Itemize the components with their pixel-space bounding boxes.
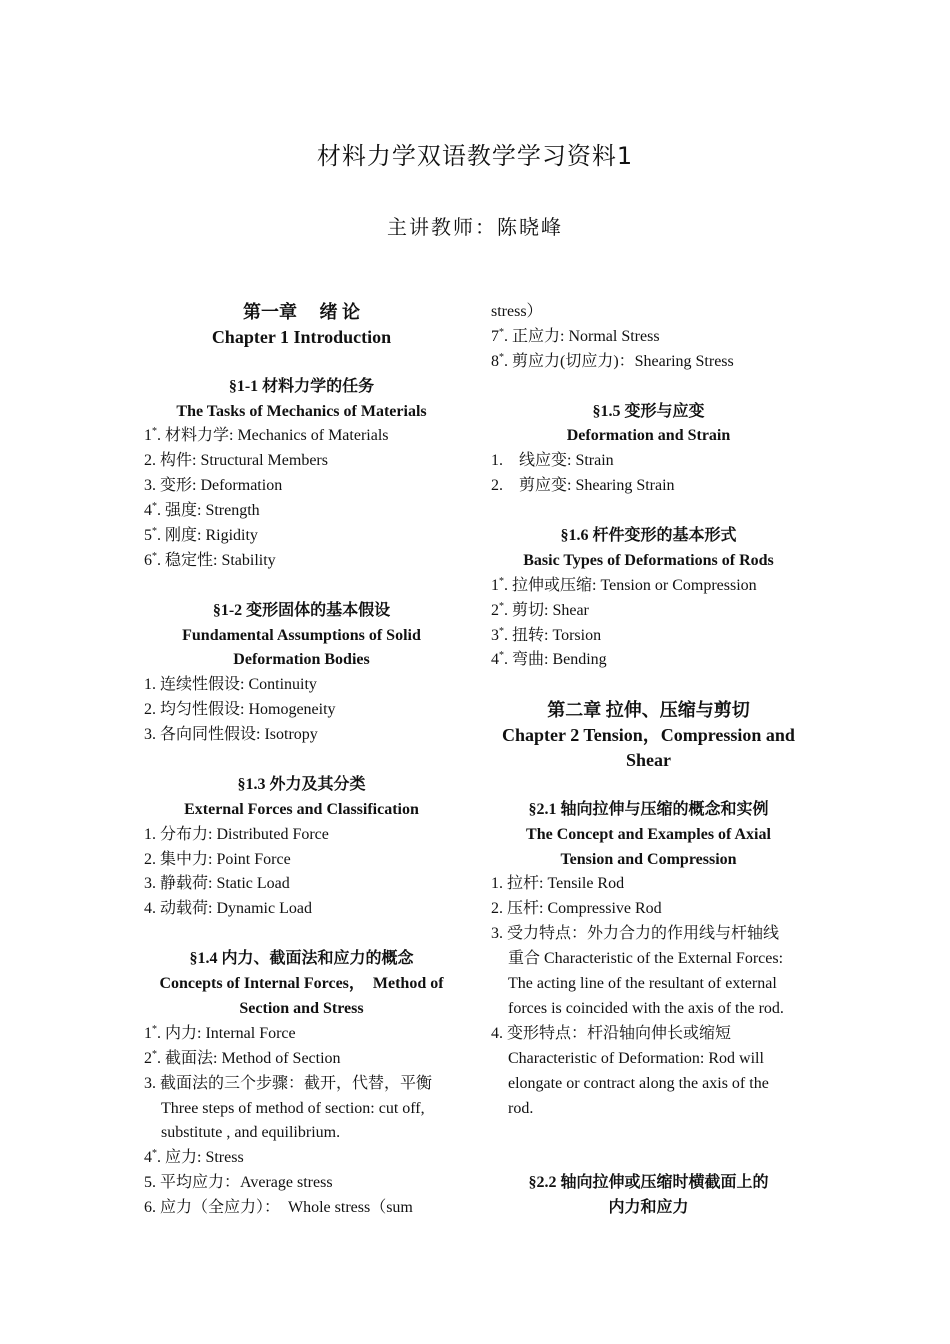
list-item-continuation: rod.: [508, 1099, 534, 1117]
list-item: 6. 应力（全应力）： Whole stress（sum: [144, 1199, 413, 1217]
list-item: 2. 构件: Structural Members: [144, 452, 328, 470]
section-1-6-title-cn: §1.6 杆件变形的基本形式: [560, 527, 737, 545]
right-column: [491, 300, 806, 1221]
list-item: 8*. 剪应力(切应力)：Shearing Stress: [491, 351, 734, 370]
section-1-4-title-en-1: Concepts of Internal Forces， Method of: [159, 975, 444, 993]
section-1-6-title-en: Basic Types of Deformations of Rods: [523, 551, 774, 569]
section-1-4-title-en-2: Section and Stress: [239, 999, 364, 1017]
list-item: 1*. 内力: Internal Force: [144, 1023, 296, 1042]
list-item: 3. 变形: Deformation: [144, 477, 283, 495]
list-item: 1. 分布力: Distributed Force: [144, 825, 329, 843]
list-item: 7*. 正应力: Normal Stress: [491, 326, 660, 345]
section-2-1-title-cn: §2.1 轴向拉伸与压缩的概念和实例: [528, 800, 769, 818]
list-item-continuation: 重合 Characteristic of the External Forces:: [508, 950, 784, 968]
list-item-continuation: stress）: [491, 303, 543, 320]
section-2-1-title-en-2: Tension and Compression: [560, 850, 737, 868]
list-item-continuation: forces is coincided with the axis of the rod.: [508, 999, 784, 1017]
list-item: 3*. 扭转: Torsion: [491, 625, 602, 644]
chapter2-title-en-1: Chapter 2 Tension，Compression and: [502, 725, 795, 746]
list-item: 2. 均匀性假设: Homogeneity: [144, 701, 336, 719]
list-item: 1*. 材料力学: Mechanics of Materials: [144, 426, 389, 445]
list-item: 3. 静载荷: Static Load: [144, 875, 290, 893]
list-item: 2*. 剪切: Shear: [491, 600, 589, 619]
list-item: 2*. 截面法: Method of Section: [144, 1048, 341, 1067]
list-item: 4*. 弯曲: Bending: [491, 650, 607, 669]
document-title: 材料力学双语教学学习资料1: [316, 142, 634, 170]
list-item: 3. 受力特点：外力合力的作用线与杆轴线: [491, 925, 780, 943]
section-1-5-title-en: Deformation and Strain: [566, 427, 731, 445]
list-item: 5*. 刚度: Rigidity: [144, 526, 258, 545]
list-item-continuation: The acting line of the resultant of external: [508, 975, 777, 993]
list-item: 6*. 稳定性: Stability: [144, 550, 276, 569]
chapter1-title-en: Chapter 1 Introduction: [211, 326, 392, 347]
list-item: 1. 线应变: Strain: [491, 452, 614, 470]
list-item: 1*. 拉伸或压缩: Tension or Compression: [491, 575, 757, 594]
list-item: 4. 变形特点：杆沿轴向伸长或缩短: [491, 1024, 732, 1042]
chapter2-title-en-2: Shear: [626, 750, 671, 771]
list-item-continuation: Three steps of method of section: cut off,: [161, 1099, 425, 1117]
left-column: [144, 300, 459, 1221]
list-item: 3. 各向同性假设: Isotropy: [144, 726, 318, 744]
section-1-4-title-cn: §1.4 内力、截面法和应力的概念: [189, 950, 414, 968]
section-2-1-title-en-1: The Concept and Examples of Axial: [526, 825, 771, 843]
list-item: 1. 连续性假设: Continuity: [144, 676, 317, 694]
list-item: 3. 截面法的三个步骤：截开，代替，平衡: [144, 1074, 433, 1092]
list-item: 2. 剪应变: Shearing Strain: [491, 477, 675, 495]
section-2-2-title-cn-1: §2.2 轴向拉伸或压缩时横截面上的: [528, 1174, 769, 1192]
list-item-continuation: elongate or contract along the axis of the: [508, 1074, 769, 1092]
list-item: 4. 动载荷: Dynamic Load: [144, 900, 312, 918]
section-1-5-title-cn: §1.5 变形与应变: [592, 402, 705, 420]
list-item: 4*. 应力: Stress: [144, 1148, 244, 1167]
list-item: 2. 集中力: Point Force: [144, 850, 291, 868]
chapter1-title-cn: 第一章 绪 论: [243, 302, 360, 322]
section-1-3-title-en: External Forces and Classification: [184, 800, 419, 818]
section-2-2-title-cn-2: 内力和应力: [608, 1199, 689, 1217]
section-1-3-title-cn: §1.3 外力及其分类: [237, 775, 366, 793]
section-1-2-title-en-2: Deformation Bodies: [233, 651, 370, 669]
section-1-2-title-en-1: Fundamental Assumptions of Solid: [182, 626, 421, 644]
section-1-1-title-en: The Tasks of Mechanics of Materials: [176, 402, 427, 420]
list-item: 1. 拉杆: Tensile Rod: [491, 875, 625, 893]
chapter2-title-cn: 第二章 拉伸、压缩与剪切: [547, 700, 750, 721]
list-item-continuation: substitute , and equilibrium.: [161, 1124, 341, 1142]
section-1-1-title-cn: §1-1 材料力学的任务: [228, 377, 375, 395]
teacher-line: 主讲教师：陈晓峰: [387, 215, 563, 239]
section-1-2-title-cn: §1-2 变形固体的基本假设: [212, 601, 391, 619]
list-item: 2. 压杆: Compressive Rod: [491, 900, 662, 918]
list-item-continuation: Characteristic of Deformation: Rod will: [508, 1049, 764, 1067]
list-item: 5. 平均应力：Average stress: [144, 1174, 333, 1192]
list-item: 4*. 强度: Strength: [144, 501, 260, 520]
